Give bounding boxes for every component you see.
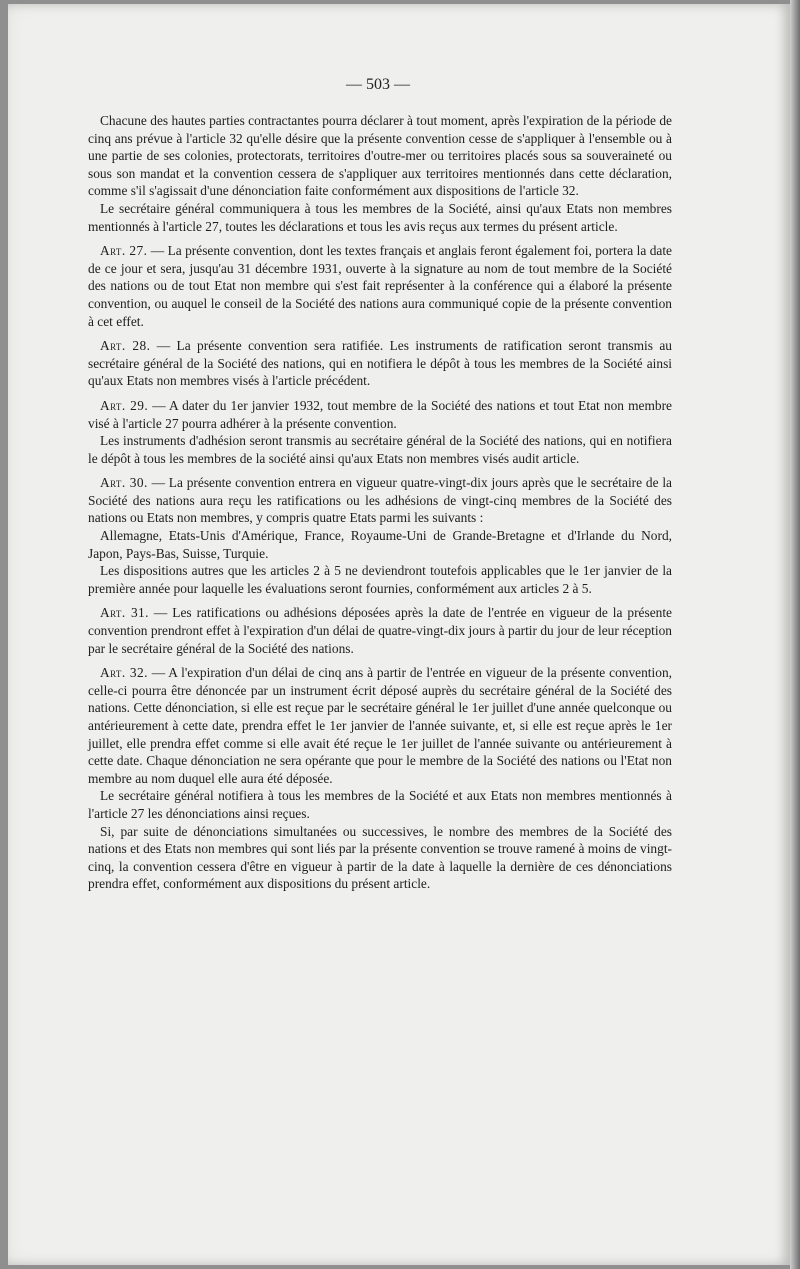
paragraph: Le secrétaire général notifiera à tous les membres de la Société et aux Etats non membres mentionnés à l'article 27 les dénonciations ainsi reçues.: [88, 788, 672, 821]
paragraph: Allemagne, Etats-Unis d'Amérique, France, Royaume-Uni de Grande-Bretagne et d'Irlande du Nord, Japon, Pays-Bas, Suisse, Turquie.: [88, 528, 672, 561]
article-label: Art. 30.: [100, 475, 148, 491]
paragraph: Les instruments d'adhésion seront transmis au secrétaire général de la Société des nations, qui en notifiera le dépôt à tous les membres de la société ainsi qu'aux Etats non membres visés audit article.: [88, 433, 672, 466]
article-text: — La présente convention, dont les textes français et anglais feront également foi, portera la date de ce jour et sera, jusqu'au 31 décembre 1931, ouverte à la signature au nom de tout membre de la Société des nations ou de tout Etat non membre qui s'est fait représenter à la conférence qui a élaboré la présente convention, ou auquel le conseil de la Société des nations aura communiqué copie de la présente convention à cet effet.: [88, 243, 672, 329]
article-text: — A l'expiration d'un délai de cinq ans à partir de l'entrée en vigueur de la présente convention, celle-ci pourra être dénoncée par un instrument écrit déposé auprès du secrétaire général de la Société des nations. Cette dénonciation, si elle est reçue par le secrétaire général le 1er juillet d'une année quelconque ou antérieurement à cette date, prendra effet le 1er janvier de l'année suivante, et, si elle est reçue après le 1er juillet, elle prendra effet comme si elle avait été reçue le 1er juillet de l'année suivante ou antérieurement à cette date. Chaque dénonciation ne sera opérante que pour le membre de la Société des nations ou l'Etat non membre au nom duquel elle aura été déposée.: [88, 665, 672, 786]
paragraph: Si, par suite de dénonciations simultanées ou successives, le nombre des membres de la Société des nations et des Etats non membres qui sont liés par la présente convention se trouve ramené à moins de vingt-cinq, la convention cessera d'être en vigueur à partir de la date à laquelle la dernière de ces dénonciations prendra effet, conformément aux dispositions du présent article.: [88, 823, 672, 892]
paragraph: Le secrétaire général communiquera à tous les membres de la Société, ainsi qu'aux Etats non membres mentionnés à l'article 27, toutes les déclarations et tous les avis reçus aux termes du présent article.: [88, 200, 672, 234]
page-right-edge: [790, 0, 800, 1269]
article-29: [88, 397, 672, 432]
article-text: — La présente convention entrera en vigueur quatre-vingt-dix jours après que le secrétaire de la Société des nations aura reçu les ratifications ou les adhésions de vingt-cinq membres de la Société des nations ou Etats non membres, y compris quatre Etats parmi les suivants :: [88, 475, 673, 526]
article-30: [88, 474, 672, 527]
document-body: [88, 112, 672, 893]
article-27: [88, 242, 672, 330]
paragraph: Chacune des hautes parties contractantes pourra déclarer à tout moment, après l'expiration de la période de cinq ans prévue à l'article 32 qu'elle désire que la présente convention cesse de s'appliquer à l'ensemble ou à une partie de ses colonies, protectorats, territoires d'outre-mer ou territoires placés sous sa souveraineté ou sous son mandat et la convention cessera de s'appliquer aux territoires mentionnés dans cette déclaration, comme s'il s'agissait d'une dénonciation faite conformément aux dispositions de l'article 32.: [88, 113, 672, 199]
article-text: — A dater du 1er janvier 1932, tout membre de la Société des nations et tout Etat non membre visé à l'article 27 pourra adhérer à la présente convention.: [88, 397, 673, 431]
article-28: [88, 337, 672, 390]
paragraph: Les dispositions autres que les articles 2 à 5 ne deviendront toutefois applicables que le 1er janvier de la première année pour laquelle les évaluations seront fournies, conformément aux articles 2 à 5.: [88, 563, 672, 596]
document-page: [8, 4, 790, 1265]
article-31: [88, 604, 672, 657]
article-32: [88, 664, 672, 787]
article-label: Art. 31.: [100, 605, 149, 621]
article-text: — La présente convention sera ratifiée. Les instruments de ratification seront transmis au secrétaire général de la Société des nations, qui en notifiera le dépôt à tous les membres de la Société ainsi qu'aux Etats non membres visés à l'article précédent.: [88, 338, 672, 389]
article-text: — Les ratifications ou adhésions déposées après la date de l'entrée en vigueur de la présente convention prendront effet à l'expiration d'un délai de quatre-vingt-dix jours à partir du jour de leur réception par le secrétaire général de la Société des nations.: [88, 605, 672, 656]
article-label: Art. 27.: [100, 243, 148, 259]
article-label: Art. 28.: [100, 338, 151, 354]
page-number: — 503 —: [346, 76, 410, 93]
article-label: Art. 32.: [100, 665, 148, 681]
article-label: Art. 29.: [100, 397, 149, 413]
